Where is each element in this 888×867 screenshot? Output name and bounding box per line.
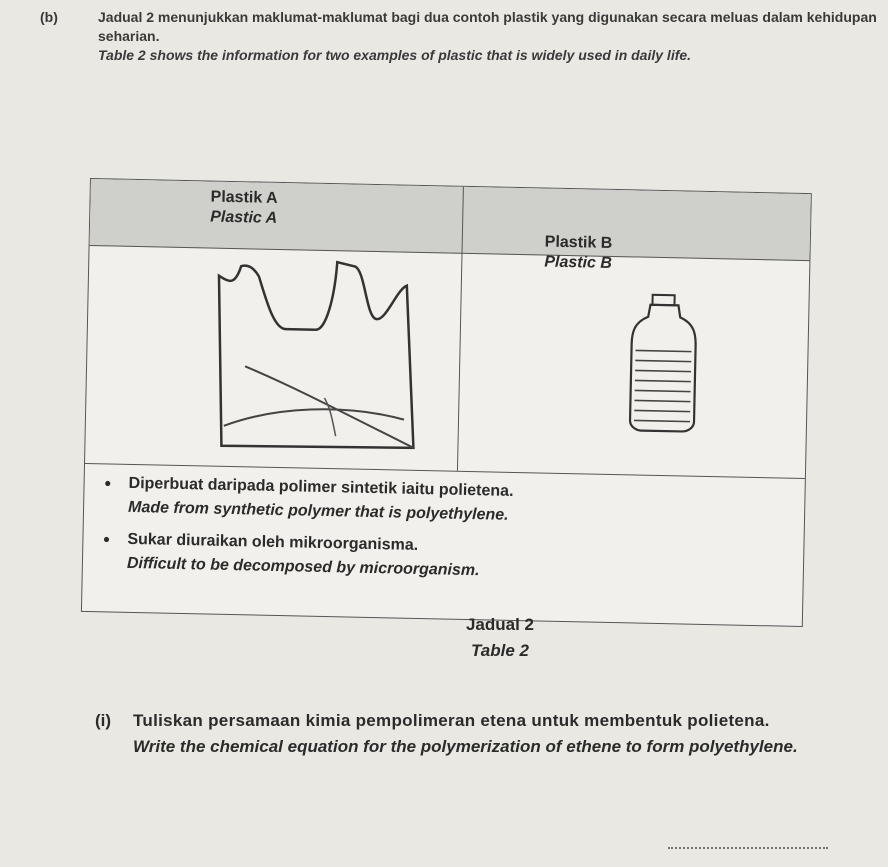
answer-line[interactable] (668, 847, 828, 849)
question-english: Write the chemical equation for the polymerization of ethene to form polyethylene. (133, 737, 798, 756)
plastic-bottle-icon (622, 292, 705, 434)
plastic-bag-icon (213, 256, 437, 461)
header-plastic-b: Plastik B Plastic B (544, 233, 613, 272)
part-label: (b) (40, 9, 58, 25)
info-table (81, 178, 812, 627)
table-caption: Jadual 2 Table 2 (465, 615, 535, 660)
question-intro (40, 8, 880, 65)
list-item: • Sukar diuraikan oleh mikroorganisma. Difficult to be decomposed by microorganism. (97, 527, 778, 589)
header-plastic-a: Plastik A Plastic A (210, 188, 278, 227)
list-item: • Diperbuat daripada polimer sintetik iaitu polietena. Made from synthetic polymer that is polyethylene. (98, 471, 779, 533)
question-i (95, 708, 875, 760)
intro-english: Table 2 shows the information for two examples of plastic that is widely used in daily life. (98, 47, 692, 63)
question-label: (i) (95, 711, 112, 730)
intro-malay: Jadual 2 menunjukkan maklumat-maklumat bagi dua contoh plastik yang digunakan secara meluas dalam kehidupan seharian. (98, 9, 877, 44)
facts-list (97, 471, 779, 597)
table-header (90, 179, 811, 261)
question-malay: Tuliskan persamaan kimia pempolimeran etena untuk membentuk polietena. (133, 711, 770, 730)
